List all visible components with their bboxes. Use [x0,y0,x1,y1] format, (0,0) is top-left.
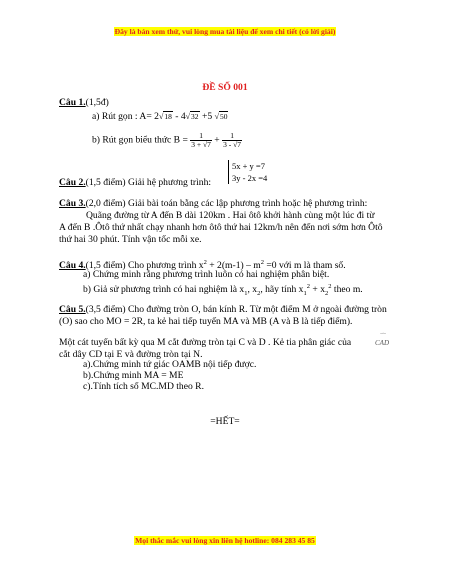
q1-part-a: a) Rút gọn : A= 2√18 - 4√32 +5 √50 [92,111,228,122]
q5-part-a: a).Chứng minh tứ giác OAMB nội tiếp được. [83,359,257,370]
q1-part-b: b) Rút gọn biểu thức B = $\frac{1}{3 + √7}$ + $\frac{1}{3 - √7}$ [92,131,241,149]
q3-line-2: A đến B .Ôtô thứ nhất chạy nhanh hơn ôtô thứ hai 12km/h nên đến nơi sớm hơn Ôtô [59,222,383,233]
hotline-notice: Mọi thắc mắc vui lòng xin liên hệ hotline: 084 283 45 85 [135,536,315,545]
q4-part-b: b) Giả sử phương trình có hai nghiệm là $x_1$, $x_2$, hãy tính $x_1^2 + x_2^2$ theo m. [83,283,363,298]
fraction: $\frac{1}{3 + √7}$ [191,131,211,149]
q2-heading: Câu 2.(1,5 điểm) Giải hệ phương trình: [59,177,212,188]
q5-part-b: b).Chứng minh MA = ME [83,370,184,381]
q5-heading: Câu 5.(3,5 điểm) Cho đường tròn O, bán kính R. Từ một điểm M ở ngoài đường tròn [59,304,387,315]
equation-system: 5x + y =7 3y - 2x =4 [228,160,267,184]
q5-part-c: c).Tính tích số MC.MD theo R. [83,381,204,392]
q5-line-4: cắt dây CD tại E và đường tròn tại N. [59,349,203,360]
q5-line-3: Một cát tuyến bất kỳ qua M cắt đường tròn tại C và D . Kẻ tia phân giác của [59,337,352,348]
preview-notice: Đây là bản xem thử, vui lòng mua tài liệu để xem chi tiết (có lời giải) [114,27,336,36]
angle-label: ⌒ CAD [375,334,389,347]
q4-part-a: a) Chứng minh rằng phương trình luôn có hai nghiệm phân biệt. [83,269,330,280]
fraction: $\frac{1}{3 - √7}$ [223,131,241,149]
q3-line-1: Quãng đường từ A đến B dài 120km . Hai ôtô khởi hành cùng một lúc đi từ [86,210,375,221]
end-marker: =HẾT= [210,416,240,427]
q1-heading: Câu 1.(1,5đ) [59,97,109,108]
exam-title: ĐỀ SỐ 001 [202,82,248,93]
q3-heading: Câu 3.(2,0 điểm) Giải bài toán bằng các lập phương trình hoặc hệ phương trình: [59,198,368,209]
q3-line-3: thứ hai 30 phút. Tính vận tốc mỗi xe. [59,234,202,245]
q5-line-2: (O) sao cho MO = 2R, ta kẻ hai tiếp tuyến MA và MB (A và B là tiếp điểm). [59,316,353,327]
q4-heading: Câu 4.(1,5 điểm) Cho phương trình $x^2 + 2(m-1) - m^2 =0$ với m là tham số. [59,259,346,272]
